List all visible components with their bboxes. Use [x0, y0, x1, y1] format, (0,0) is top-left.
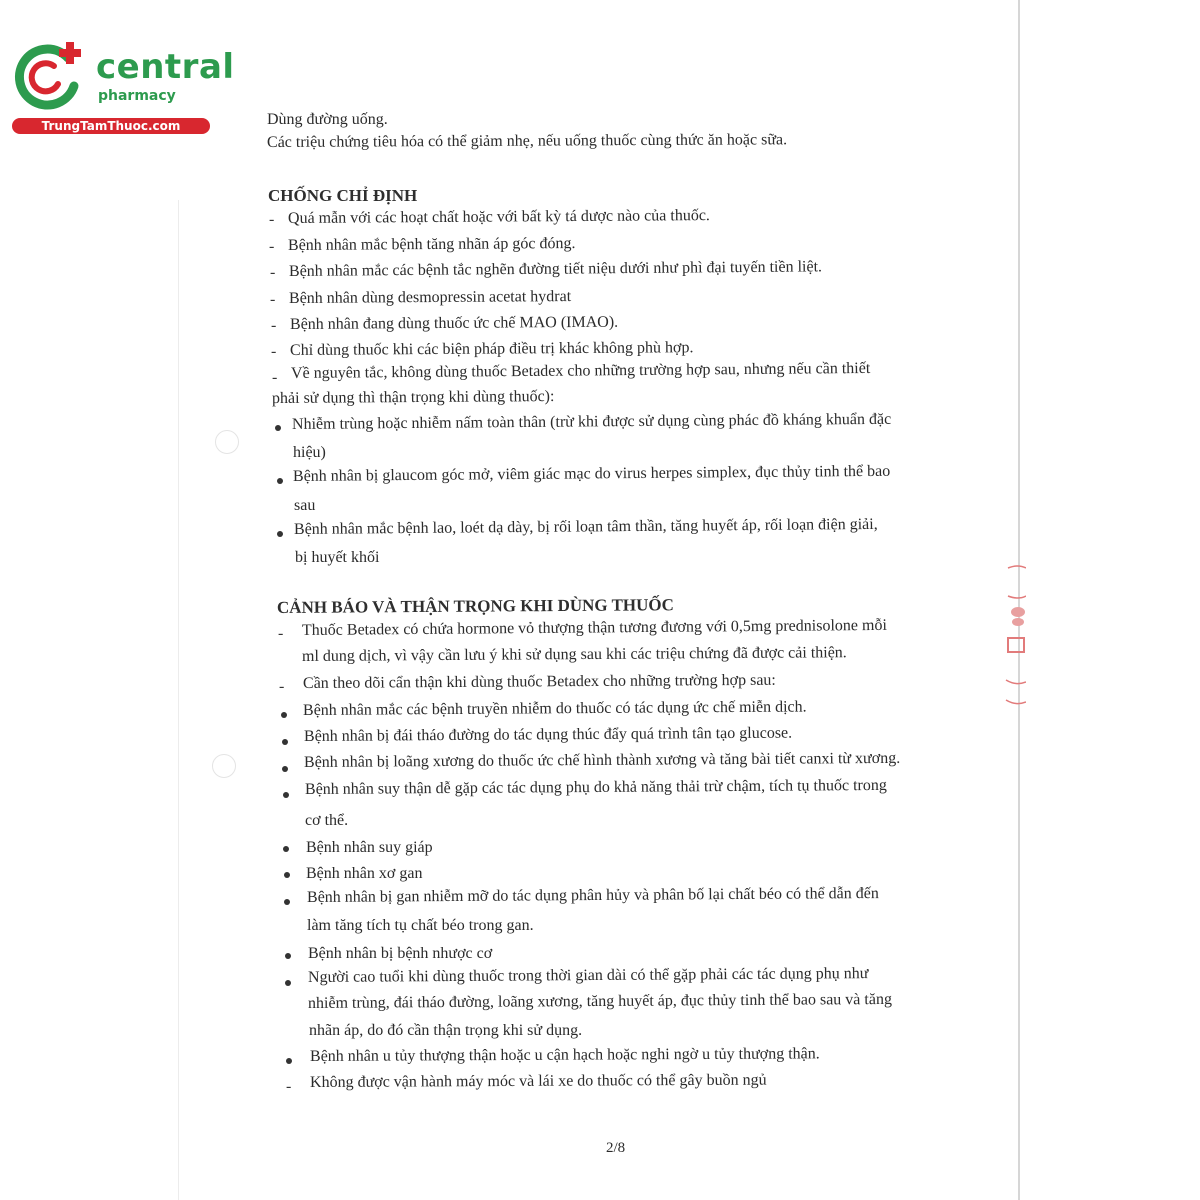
- bullet-item: Bệnh nhân bị loãng xương do thuốc ức chế hình thành xương và tăng bài tiết canxi từ xương.: [303, 749, 901, 771]
- dash-marker: -: [269, 238, 275, 255]
- dash-marker: -: [286, 1078, 292, 1095]
- bullet-item: Người cao tuổi khi dùng thuốc trong thời gian dài có thể gặp phải các tác dụng phụ như: [307, 965, 869, 986]
- list-item: Bệnh nhân mắc bệnh tăng nhãn áp góc đóng.: [287, 234, 576, 254]
- bullet-item: Bệnh nhân suy thận dễ gặp các tác dụng phụ do khả năng thải trừ chậm, tích tụ thuốc trong: [304, 776, 887, 798]
- bullet-item: Bệnh nhân xơ gan: [306, 865, 423, 882]
- bullet-dot: [285, 980, 291, 986]
- bullet-dot: [284, 872, 290, 878]
- section-heading-warnings: CẢNH BÁO VÀ THẬN TRỌNG KHI DÙNG THUỐC: [276, 595, 674, 617]
- list-item: Chỉ dùng thuốc khi các biện pháp điều trị khác không phù hợp.: [289, 339, 694, 359]
- bullet-dot: [285, 953, 291, 959]
- bullet-item: Bệnh nhân mắc các bệnh truyền nhiễm do thuốc có tác dụng ức chế miễn dịch.: [302, 698, 807, 719]
- list-item: Về nguyên tắc, không dùng thuốc Betadex cho những trường hợp sau, nhưng nếu cần thiết: [290, 359, 871, 382]
- list-item: Bệnh nhân đang dùng thuốc ức chế MAO (IMAO).: [289, 313, 619, 333]
- dash-marker: -: [270, 291, 276, 308]
- bullet-dot: [277, 531, 283, 537]
- bullet-item-continuation: hiệu): [293, 444, 326, 461]
- bullet-dot: [282, 739, 288, 745]
- bullet-item: Bệnh nhân bị gan nhiễm mỡ do tác dụng phân hủy và phân bố lại chất béo có thể dẫn đến: [306, 885, 879, 906]
- page-number: 2/8: [606, 1140, 626, 1156]
- list-item: Bệnh nhân mắc các bệnh tắc nghẽn đường tiết niệu dưới như phì đại tuyến tiền liệt.: [288, 258, 823, 280]
- list-item-continuation: phải sử dụng thì thận trọng khi dùng thuốc):: [271, 388, 555, 407]
- dash-marker: -: [278, 625, 284, 642]
- list-item-continuation: ml dung dịch, vì vậy cần lưu ý khi sử dụng sau khi các triệu chứng đã được cải thiện.: [301, 644, 847, 665]
- logo-name: central: [96, 47, 235, 87]
- bullet-dot: [283, 792, 289, 798]
- bullet-dot: [275, 425, 281, 431]
- intro-line: Dùng đường uống.: [267, 111, 388, 128]
- bullet-item-continuation: bị huyết khối: [295, 549, 380, 566]
- bullet-item-continuation: cơ thể.: [305, 812, 349, 829]
- list-item: Cần theo dõi cẩn thận khi dùng thuốc Betadex cho những trường hợp sau:: [302, 671, 776, 692]
- dash-marker: -: [279, 678, 285, 695]
- list-item: Quá mẫn với các hoạt chất hoặc với bất kỳ tá dược nào của thuốc.: [287, 207, 710, 227]
- bullet-dot: [277, 478, 283, 484]
- bullet-dot: [284, 899, 290, 905]
- dash-marker: -: [271, 343, 277, 360]
- logo-subtitle: pharmacy: [98, 88, 176, 104]
- bullet-item: Bệnh nhân u tủy thượng thận hoặc u cận hạch hoặc nghi ngờ u tủy thượng thận.: [309, 1045, 820, 1065]
- bullet-item-continuation: làm tăng tích tụ chất béo trong gan.: [307, 917, 534, 934]
- list-item: Thuốc Betadex có chứa hormone vỏ thượng thận tương đương với 0,5mg prednisolone mỗi: [301, 616, 887, 639]
- bullet-item: Bệnh nhân suy giáp: [306, 839, 433, 856]
- list-item: Bệnh nhân dùng desmopressin acetat hydrat: [288, 288, 572, 307]
- bullet-dot: [283, 846, 289, 852]
- bullet-item: Bệnh nhân bị bệnh nhược cơ: [308, 945, 493, 962]
- bullet-dot: [281, 712, 287, 718]
- dash-marker: -: [272, 369, 278, 386]
- intro-line: Các triệu chứng tiêu hóa có thể giảm nhẹ, nếu uống thuốc cùng thức ăn hoặc sữa.: [266, 131, 788, 151]
- dash-marker: -: [270, 264, 276, 281]
- bullet-item: Bệnh nhân bị đái tháo đường do tác dụng thúc đẩy quá trình tân tạo glucose.: [303, 724, 793, 745]
- bullet-dot: [282, 766, 288, 772]
- bullet-dot: [286, 1058, 292, 1064]
- bullet-item-continuation: nhãn áp, do đó cần thận trọng khi sử dụng.: [309, 1022, 583, 1039]
- dash-marker: -: [269, 211, 275, 228]
- bullet-item: Bệnh nhân bị glaucom góc mở, viêm giác mạc do virus herpes simplex, đục thủy tinh thể bao: [292, 462, 891, 485]
- bullet-item: Nhiễm trùng hoặc nhiễm nấm toàn thân (trừ khi được sử dụng cùng phác đồ kháng khuẩn đặc: [291, 410, 892, 433]
- dash-marker: -: [271, 317, 277, 334]
- logo-url-badge[interactable]: TrungTamThuoc.com: [12, 118, 210, 134]
- section-heading-contraindications: CHỐNG CHỈ ĐỊNH: [268, 186, 418, 205]
- bullet-item-continuation: sau: [294, 497, 316, 514]
- list-item: Không được vận hành máy móc và lái xe do thuốc có thể gây buồn ngủ: [309, 1071, 767, 1091]
- bullet-item: Bệnh nhân mắc bệnh lao, loét dạ dày, bị rối loạn tâm thần, tăng huyết áp, rối loạn điện giải,: [293, 515, 878, 538]
- bullet-item-continuation: nhiễm trùng, đái tháo đường, loãng xương, tăng huyết áp, đục thủy tinh thể bao sau và tăng: [307, 990, 892, 1012]
